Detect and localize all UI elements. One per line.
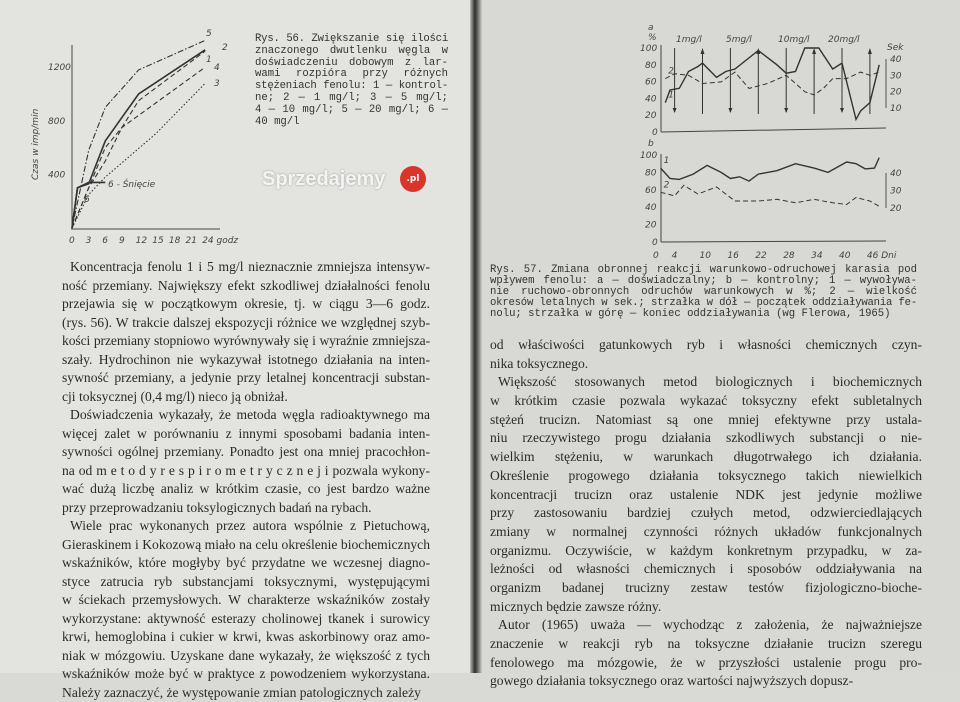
x-tick-label: 3 — [86, 236, 92, 246]
arrow-down-head-icon — [784, 108, 788, 113]
x-tick-label: 18 — [169, 236, 181, 246]
y-tick-label: 1200 — [48, 63, 71, 73]
x-tick-label: 10 — [700, 251, 712, 261]
text-line: przy przeprowadzaniu toksylogicznych badań na rybach. — [62, 499, 430, 518]
arrow-down-head-icon — [673, 108, 677, 113]
text-line: wielkim stężeniu, w warunkach długotrwałego ich działania. — [490, 448, 922, 467]
y-tick-label: 0 — [652, 128, 658, 138]
series-line-2 — [72, 51, 205, 228]
y-tick-label: 80 — [645, 61, 657, 71]
text-line: przejawia się w początkowym okresie, tj. w ciągu 3—6 godz. — [62, 295, 430, 314]
text-line: niu rzeczywistego progu działania szkodliwych substancji o nie- — [490, 429, 922, 448]
y-tick-label: 100 — [640, 44, 657, 54]
arrow-up-head-icon — [868, 48, 872, 54]
text-line: sywność przemiany, a jedynie przy letalnej koncentracji substan- — [62, 369, 430, 388]
text-line: Należy zaznaczyć, że występowanie zmian patologicznych zależy — [62, 684, 430, 702]
x-tick-label: 12 — [136, 236, 148, 246]
y2-tick-label: 20 — [890, 204, 902, 214]
y2-tick-label: 40 — [890, 55, 902, 65]
caption-line: 4 — 10 mg/l; 5 — 20 mg/l; 6 — — [255, 105, 448, 117]
y-tick-label: 40 — [645, 94, 657, 104]
y2-axis-label-sek: Sek — [887, 43, 904, 53]
text-line: Większość stosowanych metod biologicznych i biochemicznych — [490, 373, 922, 392]
right-page-body — [490, 336, 922, 691]
text-line: stężeń trucizn. Natomiast są one mniej efektywne przy ustala- — [490, 411, 922, 430]
y-tick-label: 60 — [645, 186, 657, 196]
text-line: styce zatrucia ryb substancjami toksycznymi, występującymi — [62, 573, 430, 592]
text-line: zmiany w normalnej czynności różnych układów funkcjonalnych — [490, 523, 922, 542]
text-line: wskaźników, które mogłyby być przydatne we wczesnej diagno- — [62, 554, 430, 573]
caption-line: wpływem fenolu: a — doświadczalny; b — kontrolny; 1 — wywoływa- — [490, 276, 917, 287]
series-line-3 — [72, 83, 205, 228]
series-line-b-2 — [661, 185, 880, 206]
watermark-badge: .pl — [400, 166, 426, 192]
series-line-5 — [72, 40, 205, 228]
y-tick-label: 20 — [645, 111, 657, 121]
series-label: 1 — [668, 91, 674, 101]
text-line: kości przemiany stopniowo wyrównywały się i wyraźnie zmniejsza- — [62, 332, 430, 351]
text-line: od właściwości gatunkowych ryb i własności chemicznych czyn- — [490, 336, 922, 355]
text-line: organizm badanej trucizny zestaw testów fizjologiczno-bioche- — [490, 579, 922, 598]
text-line: ność przemiany. Największy efekt szkodliwej działalności fenolu — [62, 277, 430, 296]
x-tick-label: 24 godz — [202, 236, 238, 246]
y-tick-label: 60 — [645, 78, 657, 88]
x-tick-label: 4 — [672, 251, 678, 261]
caption-line: Rys. 57. Zmiana obronnej reakcji warunkowo-odruchowej karasia pod — [490, 265, 917, 276]
caption-line: doświadczeniu dobowym z lar- — [255, 58, 448, 70]
watermark-logo: Sprzedajemy — [262, 168, 385, 191]
caption-line: ne; 2 — 1 mg/l; 3 — 5 mg/l; — [255, 93, 448, 105]
text-line: wać dużą liczbę analiz w krótkim czasie, co jest bardzo ważne — [62, 480, 430, 499]
text-line: więcej zalet w porównaniu z innymi sposobami badania inten- — [62, 425, 430, 444]
text-line: wykorzystane: aktywność esterazy cholinowej tkanek i surowicy — [62, 610, 430, 629]
arrow-up-head-icon — [701, 48, 705, 54]
text-line: leżności od własności chemicznych i sposobów oddziaływania na — [490, 560, 922, 579]
series-line-a-1 — [665, 48, 879, 119]
dose-label: 10mg/l — [778, 35, 810, 45]
text-line: Koncentracja fenolu 1 i 5 mg/l nieznacznie zmniejsza intensyw- — [62, 258, 430, 277]
text-line: Wiele prac wykonanych przez autora wspólnie z Pietuchową, — [62, 517, 430, 536]
series-label: 1 — [206, 55, 212, 65]
text-line: Autor (1965) uważa — wychodząc z założenia, że najważniejsze — [490, 616, 922, 635]
text-line: (rys. 56). W trakcie dalszej ekspozycji różnice we względnej szyb- — [62, 314, 430, 333]
x-tick-label: 21 — [186, 236, 197, 246]
figure-56-caption — [255, 34, 448, 128]
y-tick-label: 40 — [645, 203, 657, 213]
panel-label: b — [648, 139, 654, 149]
text-line: micznych będzie zawsze różny. — [490, 598, 922, 617]
y-tick-label: 80 — [645, 168, 657, 178]
caption-line: znaczonego dwutlenku węgla w — [255, 46, 448, 58]
series-label: 3 — [214, 79, 220, 89]
x-axis-b — [661, 241, 886, 242]
text-line: gowego działania toksycznego oraz wartości najwyższych dopusz- — [490, 672, 922, 691]
y-tick-label: 20 — [645, 221, 657, 231]
x-tick-label: 34 — [811, 251, 823, 261]
text-line: Określenie progowego działania toksycznego takich niewielkich — [490, 467, 922, 486]
series-line-4 — [72, 67, 205, 228]
text-line: Gieraskinem i Kokozową miało na celu określenie biochemicznych — [62, 536, 430, 555]
y-tick-label: 800 — [48, 117, 65, 127]
y-tick-label: 100 — [640, 151, 657, 161]
caption-line: nie ruchowo-obronnych odruchów warunkowych w %; 2 — wielkość — [490, 287, 917, 298]
series-label: 2 — [222, 43, 228, 53]
series-line-1 — [72, 50, 205, 228]
y2-tick-label: 30 — [890, 187, 902, 197]
x-tick-label: 0 — [69, 236, 75, 246]
caption-line: stężeniach fenolu: 1 — kontrol- — [255, 81, 448, 93]
caption-line: Rys. 56. Zwiększanie się ilości — [255, 34, 448, 46]
text-line: Doświadczenia wykazały, że metoda węgla radioaktywnego ma — [62, 406, 430, 425]
x-tick-label: 16 — [727, 251, 739, 261]
text-line: na od m e t o d y r e s p i r o m e t r y c z n e j i pozwala wykony- — [62, 462, 430, 481]
x-tick-label: 46 Dni — [867, 251, 897, 261]
x-tick-label: 6 — [102, 236, 108, 246]
x-tick-label: 22 — [755, 251, 767, 261]
left-page-body — [62, 258, 430, 702]
dose-label: 20mg/l — [828, 35, 860, 45]
y-axis-label-percent: % — [648, 33, 657, 43]
text-line: cji toksycznej (0,4 mg/l) nieco ją obniżał. — [62, 388, 430, 407]
dose-label: 5mg/l — [726, 35, 752, 45]
caption-line: nolu; strzałka w górę — koniec oddziaływania (wg Flerowa, 1965) — [490, 309, 917, 320]
caption-line: wami rozpióra przy różnych — [255, 69, 448, 81]
y-axis-label: Czas w imp/min — [31, 108, 41, 180]
text-line: fenolowego ma mózgowie, że w przyszłości ustalenie progu pro- — [490, 654, 922, 673]
x-tick-label: 0 — [653, 251, 659, 261]
text-line: krwi, hemoglobina i cukier w krwi, kwas askorbinowy oraz amo- — [62, 628, 430, 647]
series-label: 2 — [668, 67, 674, 77]
x-tick-label: 40 — [839, 251, 851, 261]
arrow-down-head-icon — [728, 108, 732, 113]
y-tick-label: 400 — [48, 170, 65, 180]
series-label: 2 — [664, 180, 670, 190]
text-line: przy zastosowaniu bardziej czułych metod, odzwierciedlających — [490, 504, 922, 523]
x-tick-label: 15 — [152, 236, 164, 246]
arrow-down-head-icon — [840, 108, 844, 113]
x-tick-label: 9 — [119, 236, 125, 246]
y2-tick-label: 40 — [890, 169, 902, 179]
series-line-b-1 — [661, 158, 880, 182]
text-line: wskaźników może być w praktyce z powodzeniem wykorzystana. — [62, 665, 430, 684]
y-tick-label: 0 — [652, 238, 658, 248]
dose-label: 1mg/l — [676, 35, 702, 45]
panel-label: a — [648, 23, 654, 33]
y2-tick-label: 20 — [890, 88, 902, 98]
series-label: 1 — [664, 156, 670, 166]
series-label: 6 — [84, 195, 90, 205]
arrow-up-head-icon — [812, 48, 816, 54]
annotation-sniecie: 6 - Śnięcie — [108, 178, 156, 190]
text-line: w krótkim czasie pozwala wykazać toksyczny efekt subletalnych — [490, 392, 922, 411]
caption-line: okresów letalnych w sek.; strzałka w dół — początek oddziaływania fe- — [490, 298, 917, 309]
text-line: szały. Hydrochinon nie wykazywał istotnego działania na inten- — [62, 351, 430, 370]
series-label: 4 — [214, 63, 220, 73]
text-line: koncentracji trucizn oraz ustalenie NDK jest jedynie możliwe — [490, 486, 922, 505]
x-tick-label: 28 — [783, 251, 795, 261]
caption-line: 40 mg/l — [255, 117, 448, 129]
text-line: znaczenie w reakcji ryb na toksyczne działanie trucizn szeregu — [490, 635, 922, 654]
text-line: w ściekach przemysłowych. W charakterze wskaźników zostały — [62, 591, 430, 610]
figure-57-caption — [490, 265, 917, 320]
y2-tick-label: 30 — [890, 71, 902, 81]
x-axis-a — [661, 128, 886, 132]
text-line: sywności ogólnej przemiany. Ponadto jest ona mniej pracochłon- — [62, 443, 430, 462]
text-line: organizmu. Oczywiście, w każdym konkretnym przypadku, w za- — [490, 542, 922, 561]
y2-tick-label: 10 — [890, 104, 902, 114]
text-line: niak w mózgowiu. Uzyskane dane wykazały, że większość z tych — [62, 647, 430, 666]
text-line: nika toksycznego. — [490, 355, 922, 374]
series-label: 5 — [206, 29, 212, 39]
